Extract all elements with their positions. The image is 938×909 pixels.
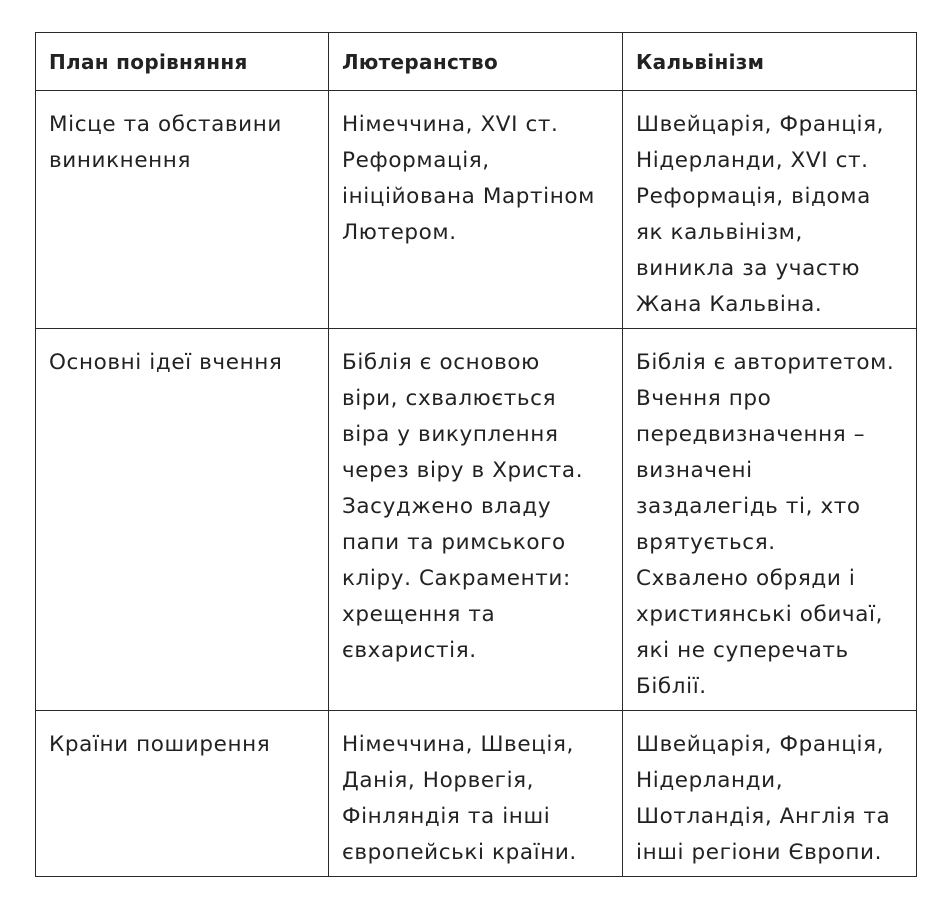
cell-line: заздалегідь ті, хто [636,494,861,519]
cell-line: виникла за участю [636,256,861,281]
cell-criterion [36,329,329,711]
cell-line: Жана Кальвіна. [636,292,823,317]
table-row-countries [36,711,917,877]
cell-line: Швейцарія, Франція, [636,732,885,757]
cell-lutheranism [329,91,623,329]
cell-calvinism [623,91,917,329]
cell-line: Країни поширення [49,732,271,757]
cell-line: Реформація, [342,148,490,173]
cell-line: європейські країни. [342,840,577,865]
header-comparison-plan: План порівняння [36,33,329,91]
cell-line: визначені [636,458,753,483]
cell-line: ініційована Мартіном [342,184,595,209]
cell-line: які не суперечать [636,638,849,663]
cell-line: Біблія є основою [342,350,540,375]
cell-calvinism [623,711,917,877]
cell-criterion [36,91,329,329]
table-header-row [36,33,917,91]
table-row-origin [36,91,917,329]
cell-lutheranism [329,329,623,711]
cell-line: як кальвінізм, [636,220,803,245]
cell-lutheranism [329,711,623,877]
cell-line: інші регіони Європи. [636,840,883,865]
cell-line: Німеччина, XVI ст. [342,112,559,137]
cell-line: Засуджено владу [342,494,552,519]
cell-line: євхаристія. [342,638,477,663]
cell-line: через віру в Христа. [342,458,584,483]
cell-line: Данія, Норвегія, [342,768,535,793]
header-calvinism: Кальвінізм [623,33,917,91]
cell-line: Біблія є авторитетом. [636,350,895,375]
cell-line: врятується. [636,530,776,555]
cell-line: Нідерланди, [636,768,784,793]
header-lutheranism: Лютеранство [329,33,623,91]
cell-line: віра у викуплення [342,422,559,447]
cell-line: Біблії. [636,674,707,699]
cell-line: Вчення про [636,386,772,411]
cell-line: Німеччина, Швеція, [342,732,574,757]
cell-line: передвизначення – [636,422,866,447]
cell-line: Схвалено обряди і [636,566,856,591]
cell-line: Реформація, відома [636,184,871,209]
comparison-table [35,32,917,877]
cell-line: віри, схвалюється [342,386,557,411]
cell-line: Лютером. [342,220,457,245]
cell-line: християнські обичаї, [636,602,884,627]
cell-line: Місце та обставини [49,112,282,137]
cell-line: виникнення [49,148,191,173]
cell-line: Швейцарія, Франція, [636,112,885,137]
cell-line: кліру. Сакраменти: [342,566,571,591]
cell-line: Фінляндія та інші [342,804,551,829]
cell-line: Нідерланди, XVI ст. [636,148,869,173]
cell-line: папи та римського [342,530,566,555]
cell-line: хрещення та [342,602,496,627]
cell-criterion [36,711,329,877]
cell-calvinism [623,329,917,711]
cell-line: Основні ідеї вчення [49,350,283,375]
table-row-main-ideas [36,329,917,711]
cell-line: Шотландія, Англія та [636,804,891,829]
